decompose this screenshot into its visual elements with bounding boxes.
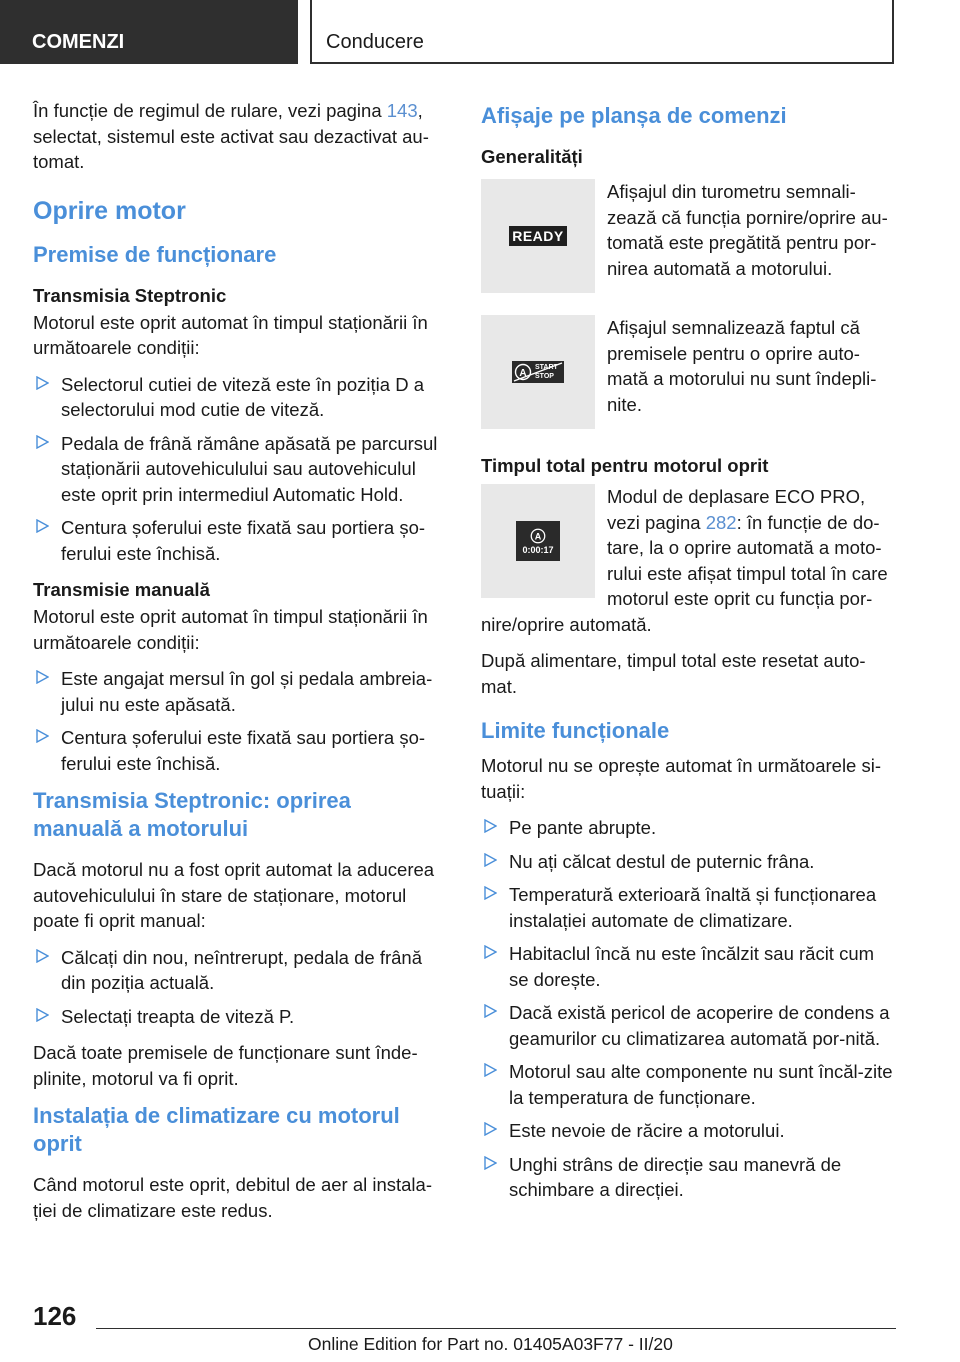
list-item: Este nevoie de răcire a motorului. <box>481 1118 895 1144</box>
list-item: Centura șoferului este fixată sau portiera șo-ferului este închisă. <box>33 515 443 566</box>
heading-afisaje: Afișaje pe planșa de comenzi <box>481 103 787 128</box>
heading-oprire-motor: Oprire motor <box>33 196 186 225</box>
auto-start-stop-icon <box>529 527 547 545</box>
triangle-bullet-icon <box>483 1063 497 1077</box>
timer-indicator-image <box>481 484 595 598</box>
heading-premise: Premise de funcționare <box>33 241 277 267</box>
section-tab: COMENZI <box>0 0 298 64</box>
triangle-bullet-icon <box>483 1156 497 1170</box>
triangle-bullet-icon <box>483 853 497 867</box>
start-label: START <box>535 364 558 371</box>
figure-caption-wrapping: Modul de deplasare ECO PRO, vezi pagina 282: în funcție de do-tare, la o oprire automată a moto-rului este afișat timpul total în care motorul este oprit cu funcția por-nire/oprire automată. <box>481 486 888 635</box>
figure-caption: Afișajul din turometru semnali-zează că funcția pornire/oprire au-tomată este pregătită pentru por-nirea automată a motorului. <box>607 181 888 279</box>
page-number: 126 <box>33 1301 77 1331</box>
triangle-bullet-icon <box>35 435 49 449</box>
edition-note: Online Edition for Part no. 01405A03F77 - II/20 <box>308 1334 673 1354</box>
figure-caption: Afișajul semnalizează faptul că premisele pentru o oprire auto-mată a motorului nu sunt îndepli-nite. <box>607 317 877 415</box>
heading-climatizare: Instalația de climatizare cu motorul oprit <box>33 1103 400 1156</box>
timer-badge <box>516 521 560 561</box>
list-item: Este angajat mersul în gol și pedala ambreia-jului nu este apăsată. <box>33 666 443 717</box>
triangle-bullet-icon <box>483 819 497 833</box>
list-item: Centura șoferului este fixată sau portiera șo-ferului este închisă. <box>33 725 443 776</box>
paragraph: Motorul nu se oprește automat în următoarele si-tuații: <box>481 755 881 802</box>
paragraph: Când motorul este oprit, debitul de aer al instala-ției de climatizare este redus. <box>33 1174 432 1221</box>
figure-timer <box>481 484 895 637</box>
triangle-bullet-icon <box>483 1122 497 1136</box>
condition-list <box>33 666 443 776</box>
svg-text:A: A <box>519 368 527 379</box>
heading-oprire-manuala: Transmisia Steptronic: oprirea manuală a motorului <box>33 788 351 841</box>
svg-text:A: A <box>534 531 542 542</box>
list-item: Motorul sau alte componente nu sunt încăl-zite la temperatura de funcționare. <box>481 1059 895 1110</box>
list-item: Dacă există pericol de acoperire de condens a geamurilor cu climatizarea automată por-nită. <box>481 1000 895 1051</box>
triangle-bullet-icon <box>35 670 49 684</box>
paragraph: Motorul este oprit automat în timpul staționării în următoarele condiții: <box>33 311 428 358</box>
list-item: Selectorul cutiei de viteză este în poziția D a selectorului mod cutie de viteză. <box>33 372 443 423</box>
list-item: Călcați din nou, neîntrerupt, pedala de frână din poziția actuală. <box>33 945 443 996</box>
ready-indicator-image <box>481 179 595 293</box>
heading-limite: Limite funcționale <box>481 718 670 743</box>
figure-start-stop <box>481 315 895 443</box>
list-item: Pe pante abrupte. <box>481 815 895 841</box>
triangle-bullet-icon <box>483 1004 497 1018</box>
list-item: Pedala de frână rămâne apăsată pe parcursul staționării autovehiculului sau autovehiculul este oprit prin intermediul Automatic Hold. <box>33 431 443 508</box>
chapter-title: Conducere <box>310 0 894 64</box>
timer-value: 0:00:17 <box>522 545 554 555</box>
page-link-282[interactable]: 282 <box>705 511 737 533</box>
paragraph: Motorul este oprit automat în timpul staționării în următoarele condiții: <box>33 606 428 653</box>
list-item: Nu ați călcat destul de puternic frâna. <box>481 849 895 875</box>
condition-list <box>33 372 443 567</box>
triangle-bullet-icon <box>483 945 497 959</box>
page-link-143[interactable]: 143 <box>386 100 418 121</box>
left-column <box>33 98 443 1234</box>
triangle-bullet-icon <box>35 376 49 390</box>
triangle-bullet-icon <box>35 1008 49 1022</box>
list-item: Temperatură exterioară înaltă și funcționarea instalației automate de climatizare. <box>481 882 895 933</box>
triangle-bullet-icon <box>483 886 497 900</box>
paragraph: Dacă toate premisele de funcționare sunt înde-plinite, motorul va fi oprit. <box>33 1042 418 1089</box>
footer-divider <box>96 1328 896 1329</box>
intro-paragraph: În funcție de regimul de rulare, vezi pagina 143, selectat, sistemul este activat sau dezactivat au-tomat. <box>33 100 429 172</box>
start-stop-badge <box>512 361 564 383</box>
paragraph: După alimentare, timpul total este resetat auto-mat. <box>481 650 866 697</box>
list-item: Unghi strâns de direcție sau manevră de schimbare a direcției. <box>481 1152 895 1203</box>
step-list <box>33 945 443 1030</box>
triangle-bullet-icon <box>35 729 49 743</box>
subheading-generalitati: Generalități <box>481 146 583 167</box>
list-item: Selectați treapta de viteză P. <box>33 1004 443 1030</box>
page-header <box>0 0 960 66</box>
subheading-steptronic: Transmisia Steptronic <box>33 284 227 306</box>
triangle-bullet-icon <box>35 949 49 963</box>
start-stop-indicator-image <box>481 315 595 429</box>
triangle-bullet-icon <box>35 519 49 533</box>
figure-ready <box>481 179 895 307</box>
subheading-timpul-total: Timpul total pentru motorul oprit <box>481 455 769 476</box>
paragraph: Dacă motorul nu a fost oprit automat la aducerea autovehiculului în stare de staționare, motorul poate fi oprit manual: <box>33 859 435 931</box>
right-column <box>481 98 895 1214</box>
subheading-manuala: Transmisie manuală <box>33 579 210 600</box>
limit-list <box>481 815 895 1203</box>
list-item: Habitaclul încă nu este încălzit sau răcit cum se dorește. <box>481 941 895 992</box>
stop-label: STOP <box>535 373 554 380</box>
ready-badge: READY <box>509 226 567 246</box>
